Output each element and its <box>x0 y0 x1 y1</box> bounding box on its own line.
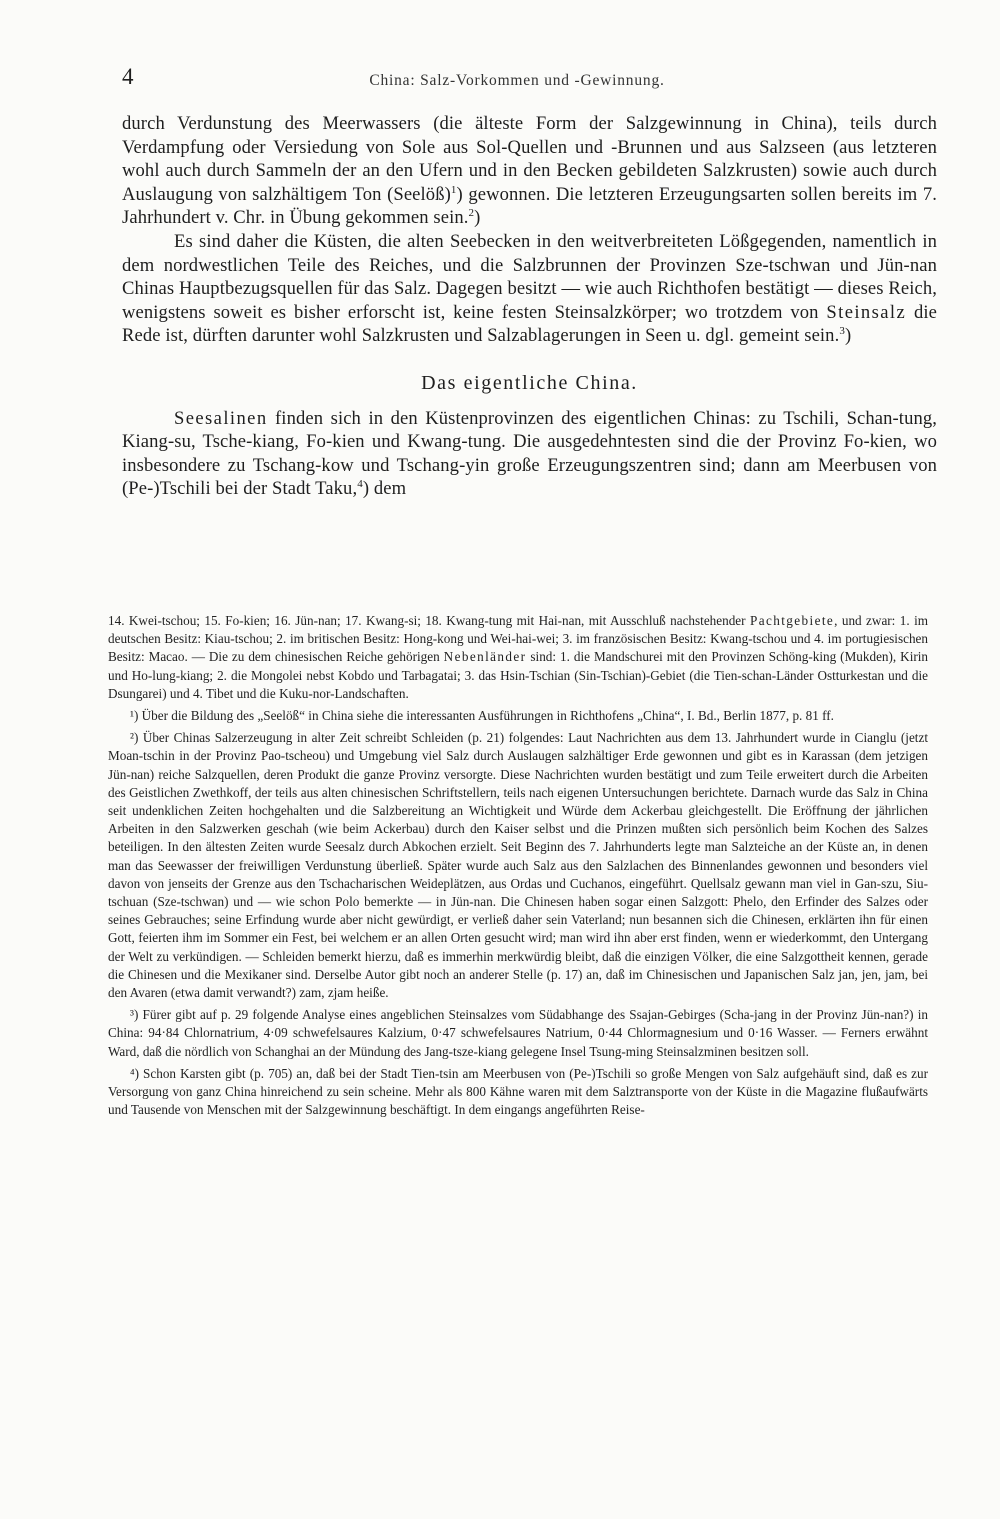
section-heading: Das eigentliche China. <box>421 371 638 394</box>
paragraph-2 <box>122 230 937 348</box>
page-number: 4 <box>122 64 134 89</box>
emphasis-pachtgebiete: Pachtgebiete <box>749 613 835 628</box>
paragraph-1-continuation: ) gewonnen. Die letzteren Erzeugungsarten sollen bereits im 7. Jahrhundert v. Chr. in Übung gekommen sein. <box>122 183 937 229</box>
paragraph-1-text: durch Verdunstung des Meerwassers (die älteste Form der Salzgewinnung in China), teils durch Verdampfung oder Versiedung von Sole aus Sol-Quellen und -Brunnen und aus Salzseen (aus letzteren wohl auch durch Sammeln der an den Ufern und in den Becken gebildeten Salzkrusten) sowie auch durch Auslaugung von salzhältigem Ton (Seelöß) <box>122 113 937 205</box>
footnote-continuation-b: , und zwar: 1. im deutschen Besitz: Kiau-tschou; 2. im britischen Besitz: Hong-kong und Wei-hai-wei; 3. im französischen Besitz: Kwang-tschou und 4. im portugiesischen Besitz: Macao. — Die zu dem chinesischen Reiche gehörigen <box>108 613 928 665</box>
paragraph-3 <box>122 407 937 501</box>
footnote-ref-3: 3 <box>839 325 845 338</box>
footnote-3: ³) Fürer gibt auf p. 29 folgende Analyse eines angeblichen Steinsalzes vom Südabhange des Ssajan-Gebirges (Scha-jang in der Provinz Jün-nan?) in China: 94·84 Chlornatrium, 4·09 schwefelsaures Kalzium, 0·47 schwefelsaures Natrium, 0·44 Chlormagnesium und 0·16 Wasser. — Ferners erwähnt Ward, daß die nördlich von Schanghai an der Mündung des Jang-tsze-kiang gelegene Insel Tsung-ming Steinsalzminen besitzen soll. <box>108 1007 928 1059</box>
paragraph-3-text: finden sich in den Küstenprovinzen des eigentlichen Chinas: zu Tschili, Schan-tung, Kiang-su, Tsche-kiang, Fo-kien und Kwang-tung. Die ausgedehntesten sind die der Provinz Fo-kien, wo insbesondere zu Tschang-kow und Tschang-yin große Erzeugungszentren sind; dann am Meerbusen von (Pe-)Tschili bei der Stadt Taku, <box>122 407 938 500</box>
paragraph-1 <box>122 112 937 230</box>
footnote-4: ⁴) Schon Karsten gibt (p. 705) an, daß bei der Stadt Tien-tsin am Meerbusen von (Pe-)Tschili so große Mengen von Salz aufgehäuft sind, daß es zur Versorgung von ganz China hinreichend zu sein scheine. Mehr als 800 Kähne waren mit dem Salztransporte von der Küste in die Magazine flußaufwärts und Tausende von Menschen mit der Salzgewinnung beschäftigt. In dem eingangs angeführten Reise- <box>108 1065 928 1118</box>
footnote-continuation <box>108 612 928 703</box>
emphasis-nebenlaender: Nebenländer <box>443 649 527 665</box>
paragraph-2-text: Es sind daher die Küsten, die alten Seebecken in den weitverbreiteten Lößgegenden, namentlich in dem nordwestlichen Teile des Reiches, und die Salzbrunnen der Provinzen Sze-tschwan und Jün-nan Chinas Hauptbezugsquellen für das Salz. Dagegen besitzt — wie auch Richthofen bestätigt — dieses Reich, wenigstens soweit es bisher erforscht ist, keine festen Steinsalzkörper; wo trotzdem von <box>122 230 937 323</box>
footnote-continuation-a: 14. Kwei-tschou; 15. Fo-kien; 16. Jün-nan; 17. Kwang-si; 18. Kwang-tung mit Hai-nan, mit Ausschluß nachstehender <box>108 613 746 628</box>
footnote-1: ¹) Über die Bildung des „Seelöß“ in China siehe die interessanten Ausführungen in Richthofens „China“, I. Bd., Berlin 1877, p. 81 ff. <box>130 708 834 724</box>
paragraph-1-end: ) <box>474 207 481 229</box>
main-text <box>122 112 937 501</box>
emphasis-steinsalz: Steinsalz <box>826 301 907 323</box>
emphasis-seesalinen: Seesalinen <box>174 407 268 429</box>
paragraph-2-close: ) <box>844 325 852 347</box>
footnote-ref-1: 1 <box>450 183 457 196</box>
footnote-continuation-c: sind: 1. die Mandschurei mit den Provinzen Schöng-king (Mukden), Kirin und Ho-lung-kiang; 2. die Mongolei nebst Kobdo und Tarbagatai; 3. das Hsin-Tschian (Sin-Tschian)-Gebiet (die Tien-schan-Länder Ostturkestan und die Dsungarei) und 4. Tibet und die Kuku-nor-Landschaften. <box>108 649 929 701</box>
footnotes <box>108 612 928 1119</box>
paragraph-3-end: ) dem <box>362 478 407 500</box>
footnote-ref-2: 2 <box>468 207 475 220</box>
footnote-ref-4: 4 <box>357 478 363 491</box>
footnote-2: ²) Über Chinas Salzerzeugung in alter Zeit schreibt Schleiden (p. 21) folgendes: Laut Nachrichten aus dem 13. Jahrhundert wurde in Cianglu (jetzt Moan-tschin in der Provinz Pao-tscheou) und Umgebung viel Salz durch Auslaugen salzhältiger Erde gewonnen und gibt es in Karassan (dem jetzigen Jün-nan) reiche Salzquellen, deren Produkt die ganze Provinz versorgte. Diese Nachrichten wurden bestätigt und zum Teile erweitert durch die Arbeiten des Geistlichen Zwethkoff, der teils aus alten chinesischen Schriftstellern, teils nach eigenen Untersuchungen berichtete. Darnach wurde das Salz in China seit undenklichen Zeiten hochgehalten und die Salzbereitung an Wichtigkeit und Würde dem Ackerbau gleichgestellt. Die Eröffnung der jährlichen Arbeiten in den Salzwerken geschah (wie beim Ackerbau) durch den Kaiser selbst und die Prinzen mußten sich persönlich beim Kochen des Salzes beteiligen. In den ältesten Zeiten wurde Seesalz durch Abkochen erzielt. Seit Beginn des 7. Jahrhunderts legte man Salzteiche an der Küste an, in denen man das Seewasser der freiwilligen Verdunstung überließ. Später wurde auch Salz aus den Salzlachen des Binnenlandes gewonnen und besonders viel davon von jenseits der Grenze aus den Tschacharischen Weideplätzen, aus Ordas und Cuchanos, eingeführt. Quellsalz gewann man viel in Gan-szu, Siu-tschuan (Sze-tschwan) und — wie schon Polo bemerkte — in Jün-nan. Die Chinesen haben sogar einen Salzgott: Phelo, den Erfinder des Salzes oder seines Gebrauches; seine Erfindung wurde aber nicht gewürdigt, er verließ daher sein Vaterland; nun besannen sich die Chinesen, erklärten ihn für einen Gott, feierten ihm im Sommer ein Fest, bei welchem er an allen Orten gesucht wird; man wird ihn aber erst finden, wenn er wiederkommt, den Untergang der Welt zu verkündigen. — Schleiden bemerkt hierzu, daß es immerhin merkwürdig bleibt, daß die einzigen Völker, die eine Salzgottheit kennen, gerade die Chinesen und die Mexikaner sind. Derselbe Autor gibt noch an anderer Stelle (p. 17) an, daß im Chinesischen und Japanischen Salz jan, jen, jam, bei den Avaren (etwa damit verwandt?) zam, zjam heiße. <box>108 730 928 1001</box>
page-header <box>122 64 912 94</box>
running-title: China: Salz-Vorkommen und -Gewinnung. <box>369 72 665 89</box>
paragraph-2-end: die Rede ist, dürften darunter wohl Salzkrusten und Salzablagerungen in Seen u. dgl. gemeint sein. <box>122 301 937 347</box>
